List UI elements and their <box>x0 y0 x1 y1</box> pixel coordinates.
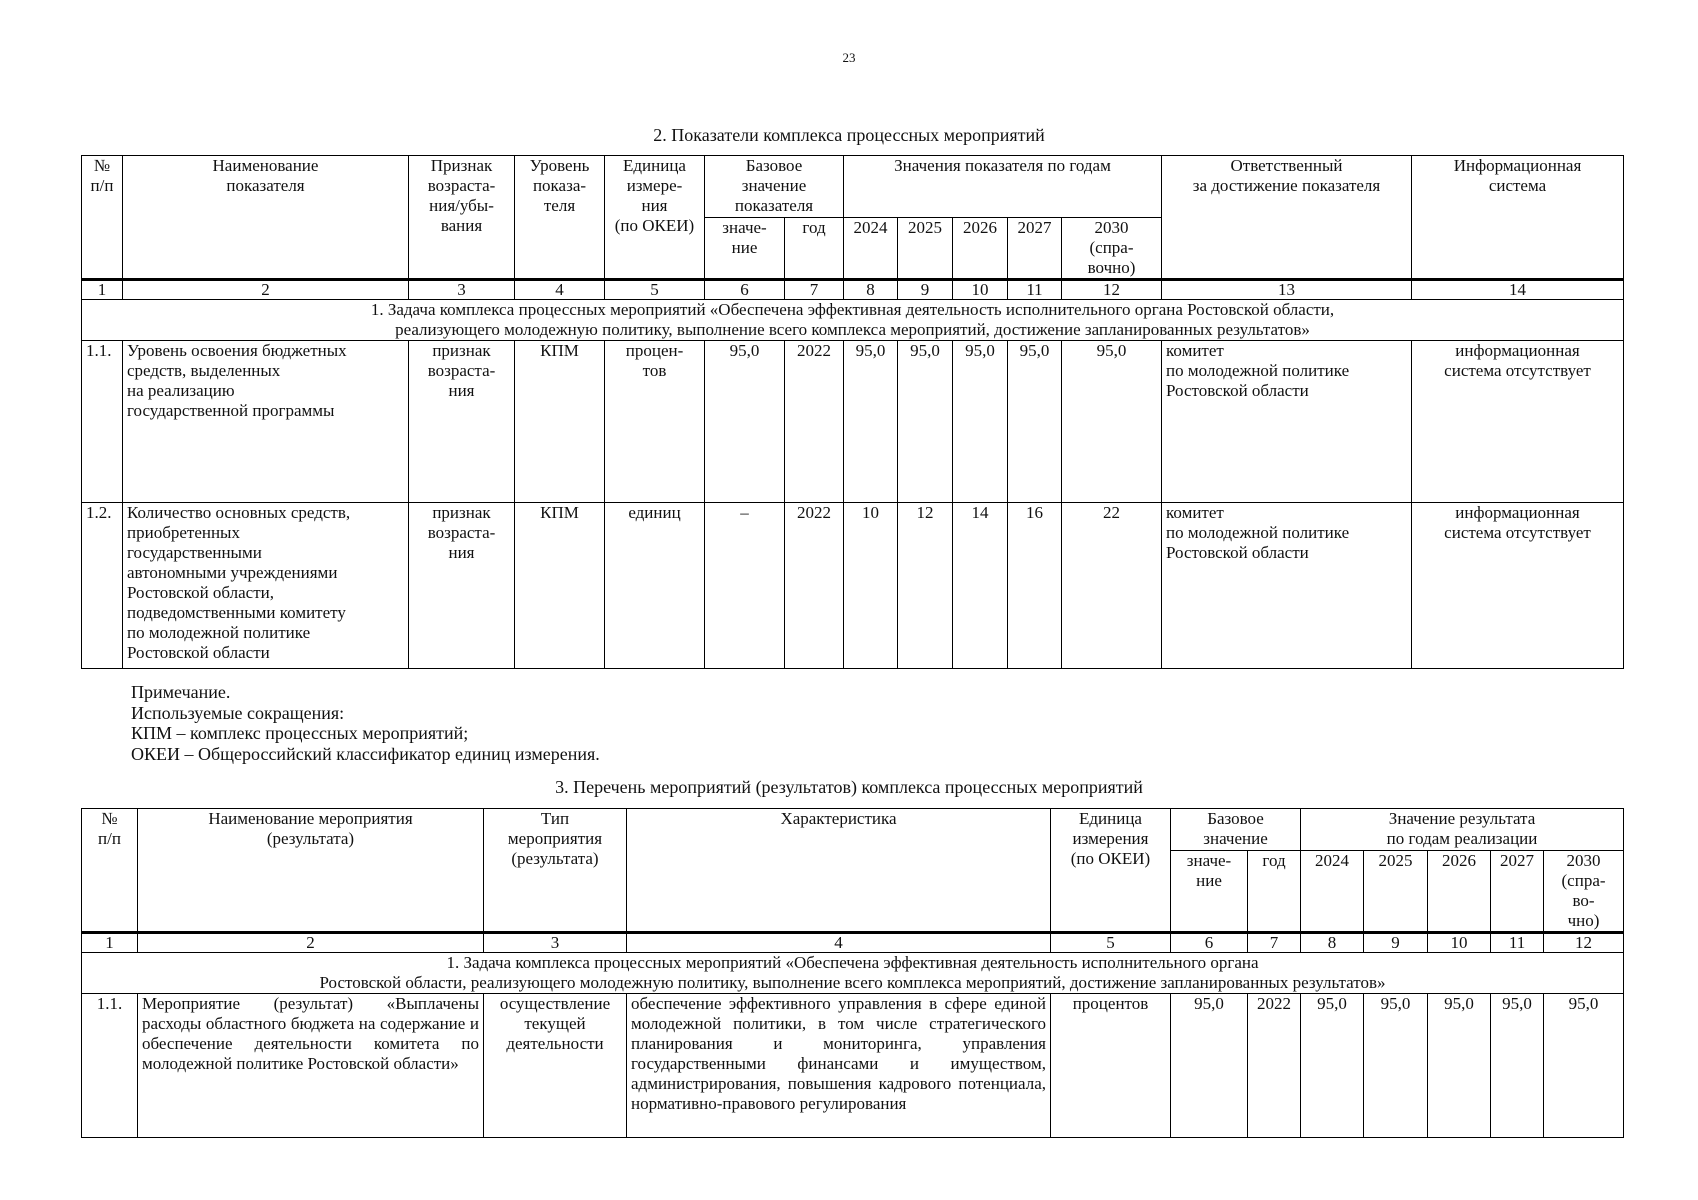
header-base-value: значе- ние <box>1171 851 1248 933</box>
column-number: 1 <box>82 933 138 953</box>
header-years-group: Значения показателя по годам <box>844 156 1162 218</box>
header-unit: Единица измере- ния (по ОКЕИ) <box>605 156 705 280</box>
row-indicator-name: Уровень освоения бюджетных средств, выделенных на реализацию государственной программы <box>123 341 409 503</box>
column-number: 3 <box>484 933 627 953</box>
row-level: КПМ <box>515 503 605 669</box>
row-base-value: 95,0 <box>705 341 785 503</box>
header-base: Базовое значение показателя <box>705 156 844 218</box>
row-activity-name: Мероприятие (результат) «Выплачены расходы областного бюджета на содержание и обеспечение деятельности комитета по молодежной политике Ростовской области» <box>138 994 484 1138</box>
column-number: 9 <box>1364 933 1428 953</box>
header-characteristic: Характеристика <box>627 809 1051 933</box>
column-number: 13 <box>1162 280 1412 300</box>
column-number: 8 <box>1301 933 1364 953</box>
page-number: 23 <box>842 50 856 65</box>
row-value-2030: 95,0 <box>1062 341 1162 503</box>
header-num: № п/п <box>82 156 123 280</box>
row-level: КПМ <box>515 341 605 503</box>
column-number: 5 <box>1051 933 1171 953</box>
header-year-2027: 2027 <box>1008 218 1062 280</box>
row-value-2025: 12 <box>898 503 953 669</box>
row-base-value: – <box>705 503 785 669</box>
row-characteristic: обеспечение эффективного управления в сфере единой молодежной политики, в том числе стратегического планирования и мониторинга, управления государственными финансами и имуществом, администрирования, повышения кадрового потенциала, нормативно-правового регулирования <box>627 994 1051 1138</box>
row-unit: единиц <box>605 503 705 669</box>
column-number: 1 <box>82 280 123 300</box>
column-number: 9 <box>898 280 953 300</box>
indicators-table <box>81 155 1624 669</box>
header-year-2024: 2024 <box>1301 851 1364 933</box>
header-year-2030: 2030 (спра- вочно) <box>1062 218 1162 280</box>
row-value-2024: 95,0 <box>1301 994 1364 1138</box>
column-number: 2 <box>123 280 409 300</box>
row-value-2024: 10 <box>844 503 898 669</box>
column-number: 12 <box>1062 280 1162 300</box>
header-responsible: Ответственный за достижение показателя <box>1162 156 1412 280</box>
header-year-2025: 2025 <box>1364 851 1428 933</box>
row-base-year: 2022 <box>1248 994 1301 1138</box>
header-unit: Единица измерения (по ОКЕИ) <box>1051 809 1171 933</box>
row-value-2024: 95,0 <box>844 341 898 503</box>
activities-table <box>81 808 1624 1138</box>
header-year-2027: 2027 <box>1491 851 1544 933</box>
row-unit: процен- тов <box>605 341 705 503</box>
header-base-year: год <box>785 218 844 280</box>
row-value-2026: 14 <box>953 503 1008 669</box>
header-infosys: Информационная система <box>1412 156 1624 280</box>
column-number: 6 <box>1171 933 1248 953</box>
header-year-2026: 2026 <box>953 218 1008 280</box>
column-number: 7 <box>785 280 844 300</box>
row-value-2030: 95,0 <box>1544 994 1624 1138</box>
row-value-2026: 95,0 <box>1428 994 1491 1138</box>
row-num: 1.1. <box>82 994 138 1138</box>
column-number: 7 <box>1248 933 1301 953</box>
table-row <box>82 341 1624 503</box>
header-year-2024: 2024 <box>844 218 898 280</box>
note-abbrev-kpm: КПМ – комплекс процессных мероприятий; <box>131 723 469 743</box>
row-value-2025: 95,0 <box>1364 994 1428 1138</box>
row-num: 1.2. <box>82 503 123 669</box>
row-sign: признак возраста- ния <box>409 503 515 669</box>
row-num: 1.1. <box>82 341 123 503</box>
section-3-title: 3. Перечень мероприятий (результатов) комплекса процессных мероприятий <box>555 777 1143 797</box>
row-responsible: комитет по молодежной политике Ростовской области <box>1162 503 1412 669</box>
header-base-value: значе- ние <box>705 218 785 280</box>
header-indicator-name: Наименование показателя <box>123 156 409 280</box>
row-sign: признак возраста- ния <box>409 341 515 503</box>
column-number: 10 <box>953 280 1008 300</box>
row-value-2030: 22 <box>1062 503 1162 669</box>
row-indicator-name: Количество основных средств, приобретенных государственными автономными учреждениями Ростовской области, подведомственными комитету по молодежной политике Ростовской области <box>123 503 409 669</box>
header-years-group: Значение результата по годам реализации <box>1301 809 1624 851</box>
row-base-year: 2022 <box>785 341 844 503</box>
column-number: 4 <box>627 933 1051 953</box>
column-number: 12 <box>1544 933 1624 953</box>
column-number: 8 <box>844 280 898 300</box>
header-sign: Признак возраста- ния/убы- вания <box>409 156 515 280</box>
header-level: Уровень показа- теля <box>515 156 605 280</box>
column-number: 14 <box>1412 280 1624 300</box>
row-value-2027: 95,0 <box>1008 341 1062 503</box>
row-infosys: информационная система отсутствует <box>1412 503 1624 669</box>
row-value-2027: 95,0 <box>1491 994 1544 1138</box>
notes <box>131 682 600 764</box>
column-number: 4 <box>515 280 605 300</box>
row-unit: процентов <box>1051 994 1171 1138</box>
column-number: 11 <box>1491 933 1544 953</box>
row-responsible: комитет по молодежной политике Ростовской области <box>1162 341 1412 503</box>
column-number: 2 <box>138 933 484 953</box>
section-2-title: 2. Показатели комплекса процессных мероприятий <box>653 125 1045 145</box>
note-abbrev-okei: ОКЕИ – Общероссийский классификатор единиц измерения. <box>131 743 600 764</box>
note-abbrev-heading: Используемые сокращения: <box>131 702 345 723</box>
row-base-year: 2022 <box>785 503 844 669</box>
header-year-2026: 2026 <box>1428 851 1491 933</box>
header-num: № п/п <box>82 809 138 933</box>
column-number: 5 <box>605 280 705 300</box>
row-value-2026: 95,0 <box>953 341 1008 503</box>
column-number: 3 <box>409 280 515 300</box>
header-year-2030: 2030 (спра- во- чно) <box>1544 851 1624 933</box>
table-row <box>82 503 1624 669</box>
task-row: 1. Задача комплекса процессных мероприятий «Обеспечена эффективная деятельность исполнительного органа Ростовской области, реализующего молодежную политику, выполнение всего комплекса мероприятий, достижение запланированных результатов» <box>82 300 1624 341</box>
table-row <box>82 994 1624 1138</box>
task-row: 1. Задача комплекса процессных мероприятий «Обеспечена эффективная деятельность исполнительного органа Ростовской области, реализующего молодежную политику, выполнение всего комплекса мероприятий, достижение запланированных результатов» <box>82 953 1624 994</box>
row-activity-type: осуществление текущей деятельности <box>484 994 627 1138</box>
row-value-2027: 16 <box>1008 503 1062 669</box>
header-base-year: год <box>1248 851 1301 933</box>
row-base-value: 95,0 <box>1171 994 1248 1138</box>
column-number: 11 <box>1008 280 1062 300</box>
header-activity-name: Наименование мероприятия (результата) <box>138 809 484 933</box>
header-activity-type: Тип мероприятия (результата) <box>484 809 627 933</box>
column-number: 6 <box>705 280 785 300</box>
header-base: Базовое значение <box>1171 809 1301 851</box>
row-infosys: информационная система отсутствует <box>1412 341 1624 503</box>
note-title: Примечание. <box>131 682 231 702</box>
column-number: 10 <box>1428 933 1491 953</box>
header-year-2025: 2025 <box>898 218 953 280</box>
row-value-2025: 95,0 <box>898 341 953 503</box>
